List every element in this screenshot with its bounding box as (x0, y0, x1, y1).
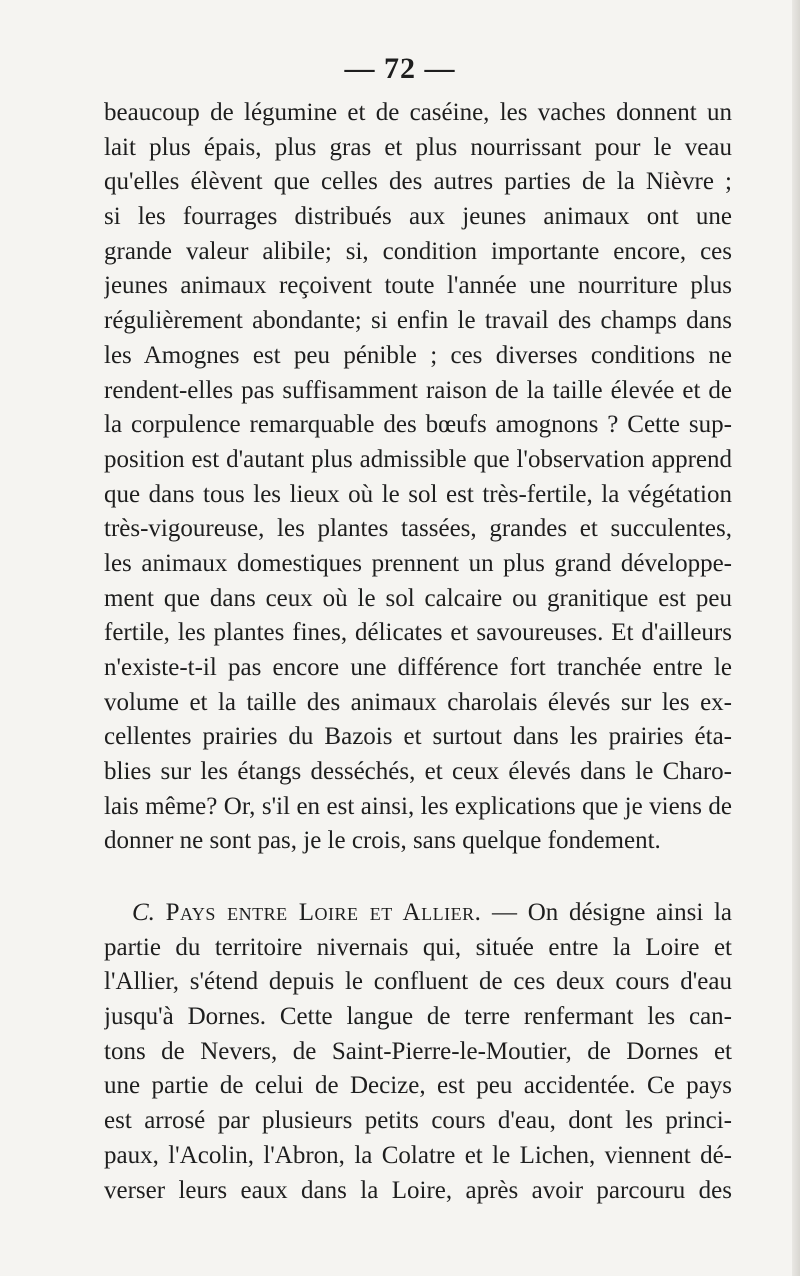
text-line: si les fourrages distribués aux jeunes animaux ont une (104, 203, 732, 231)
text-line: lait plus épais, plus gras et plus nourrissant pour le veau (104, 133, 732, 161)
section-title: Pays entre Loire et Allier. (165, 899, 482, 926)
text-line: position est d'autant plus admissible que l'observation apprend (104, 445, 732, 473)
text-line: l'Allier, s'étend depuis le confluent de ces deux cours d'eau (104, 968, 732, 996)
text-line: rendent-elles pas suffisamment raison de la taille élevée et de (104, 376, 732, 404)
page-edge (792, 0, 800, 1276)
text-line: que dans tous les lieux où le sol est très-fertile, la végétation (104, 480, 732, 508)
text-line: verser leurs eaux dans la Loire, après avoir parcouru des (104, 1176, 732, 1204)
text-line: fertile, les plantes fines, délicates et savoureuses. Et d'ailleurs (104, 619, 732, 647)
text-line: jeunes animaux reçoivent toute l'année une nourriture plus (104, 272, 732, 300)
text-line: grande valeur alibile; si, condition importante encore, ces (104, 237, 732, 265)
text-line: n'existe-t-il pas encore une différence fort tranchée entre le (104, 654, 732, 681)
text-line: cellentes prairies du Bazois et surtout dans les prairies éta- (104, 723, 732, 751)
text-line: régulièrement abondante; si enfin le travail des champs dans (104, 307, 732, 335)
text-line: ment que dans ceux où le sol calcaire ou granitique est peu (104, 584, 732, 612)
text-line: très-vigoureuse, les plantes tassées, grandes et succulentes, (104, 515, 732, 543)
text-line: tons de Nevers, de Saint-Pierre-le-Moutier, de Dornes et (104, 1037, 732, 1065)
text-line: volume et la taille des animaux charolais élevés sur les ex- (104, 688, 732, 716)
text-line: beaucoup de légumine et de caséine, les vaches donnent un (104, 99, 732, 126)
section-first-line-text: — On désigne ainsi la (492, 899, 732, 926)
text-line: les animaux domestiques prennent un plus grand développe- (104, 549, 732, 577)
text-line: blies sur les étangs desséchés, et ceux élevés dans le Charo- (104, 758, 732, 786)
paragraph-amognes (104, 96, 732, 859)
text-line: jusqu'à Dornes. Cette langue de terre renfermant les can- (104, 1003, 732, 1031)
section-heading-line (104, 896, 732, 931)
text-line: partie du territoire nivernais qui, située entre la Loire et (104, 933, 732, 961)
paragraph-loire-allier (104, 896, 732, 1208)
text-line: les Amognes est peu pénible ; ces diverses conditions ne (104, 341, 732, 369)
text-line: qu'elles élèvent que celles des autres parties de la Nièvre ; (104, 168, 732, 196)
text-line: une partie de celui de Decize, est peu accidentée. Ce pays (104, 1072, 732, 1100)
text-line: lais même? Or, s'il en est ainsi, les explications que je viens de (104, 792, 732, 820)
text-line: la corpulence remarquable des bœufs amognons ? Cette sup- (104, 411, 732, 439)
page-number: — 72 — (344, 52, 456, 85)
text-line: donner ne sont pas, je le crois, sans quelque fondement. (104, 827, 661, 855)
text-line: paux, l'Acolin, l'Abron, la Colatre et le Lichen, viennent dé- (104, 1141, 732, 1169)
text-line: est arrosé par plusieurs petits cours d'eau, dont les princi- (104, 1107, 732, 1135)
section-letter: C. (132, 899, 155, 926)
